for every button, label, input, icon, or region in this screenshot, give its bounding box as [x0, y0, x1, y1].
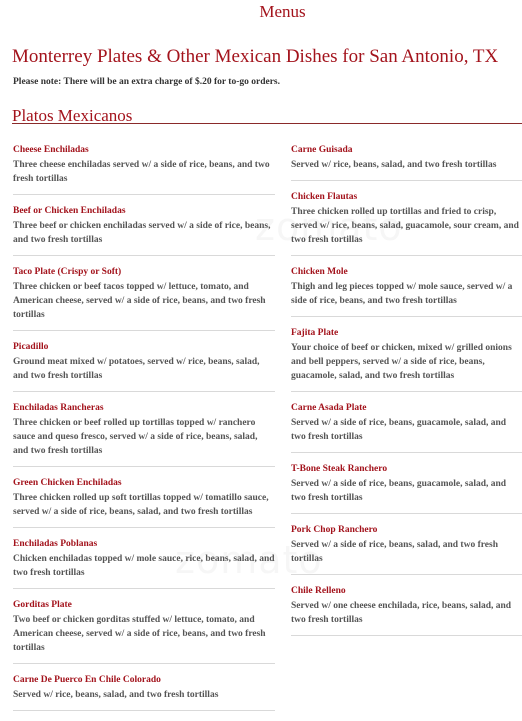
menu-item	[13, 205, 275, 256]
menu-item	[291, 327, 522, 392]
menu-item-description: Served w/ a side of rice, beans, guacamole, salad, and two fresh tortillas	[291, 479, 507, 503]
menu-column-left	[13, 144, 275, 721]
menu-item	[291, 266, 522, 317]
to-go-notice: Please note: There will be an extra charge of $.20 for to-go orders.	[13, 77, 280, 87]
menu-item-description: Served w/ a side of rice, beans, salad, and two fresh tortillas	[291, 540, 498, 564]
menu-item	[291, 402, 522, 453]
menu-item-description: Three chicken or beef tacos topped w/ lettuce, tomato, and American cheese, served w/ a side of rice, beans, and two fresh tortillas	[13, 282, 266, 320]
menu-item-description: Three beef or chicken enchiladas served w/ a side of rice, beans, and two fresh tortillas	[13, 221, 271, 245]
menu-item-name: Fajita Plate	[291, 328, 339, 338]
menu-item-description: Chicken enchiladas topped w/ mole sauce, rice, beans, salad, and two fresh tortillas	[13, 554, 275, 578]
menu-item-description: Served w/ one cheese enchilada, rice, beans, salad, and two fresh tortillas	[291, 601, 512, 625]
menu-item-name: Chicken Mole	[291, 267, 348, 277]
menu-item	[291, 144, 522, 181]
menu-item	[13, 477, 275, 528]
menu-item-name: Carne De Puerco En Chile Colorado	[13, 675, 161, 685]
menu-item	[13, 402, 275, 467]
section-divider	[12, 123, 522, 124]
menu-item	[291, 191, 522, 256]
menu-item	[291, 524, 522, 575]
menu-item-description: Three chicken rolled up soft tortillas topped w/ tomatillo sauce, served w/ a side of rice, beans, salad, and two fresh tortillas	[13, 493, 269, 517]
menu-item	[13, 266, 275, 331]
menu-item	[13, 341, 275, 392]
menu-item-description: Your choice of beef or chicken, mixed w/ grilled onions and bell peppers, served w/ a side of rice, beans, guacamole, salad, and two fresh tortillas	[291, 343, 512, 381]
menu-item-name: Enchiladas Poblanas	[13, 539, 98, 549]
menu-item	[291, 463, 522, 514]
page-title: Monterrey Plates & Other Mexican Dishes for San Antonio, TX	[12, 46, 499, 67]
menu-item-description: Two beef or chicken gorditas stuffed w/ lettuce, tomato, and American cheese, served w/ a side of rice, beans, and two fresh tortillas	[13, 615, 266, 653]
menu-item	[13, 538, 275, 589]
menu-item	[13, 144, 275, 195]
menu-item-description: Three cheese enchiladas served w/ a side of rice, beans, and two fresh tortillas	[13, 160, 270, 184]
menu-item	[13, 599, 275, 664]
menu-item-name: Chile Relleno	[291, 586, 346, 596]
menu-item	[291, 585, 522, 636]
menu-item-description: Thigh and leg pieces topped w/ mole sauce, served w/ a side of rice, beans, and two fresh tortillas	[291, 282, 513, 306]
menu-item-description: Three chicken or beef rolled up tortillas topped w/ ranchero sauce and queso fresco, served w/ a side of rice, beans, salad, and two fresh tortillas	[13, 418, 258, 456]
menu-item-name: Carne Guisada	[291, 145, 353, 155]
menu-item-description: Served w/ rice, beans, salad, and two fresh tortillas	[291, 160, 497, 170]
menu-item-description: Ground meat mixed w/ potatoes, served w/ rice, beans, salad, and two fresh tortillas	[13, 357, 260, 381]
menu-item-name: Enchiladas Rancheras	[13, 403, 104, 413]
section-title: Platos Mexicanos	[12, 106, 133, 125]
menu-column-right	[291, 144, 522, 646]
menu-item-name: Picadillo	[13, 342, 49, 352]
menu-item-name: Pork Chop Ranchero	[291, 525, 378, 535]
site-title[interactable]: Menus	[259, 2, 306, 21]
menu-item-name: Cheese Enchiladas	[13, 145, 89, 155]
menu-item-description: Three chicken rolled up tortillas and fried to crisp, served w/ rice, beans, salad, guacamole, sour cream, and two fresh tortillas	[291, 207, 519, 245]
menu-item	[13, 674, 275, 711]
menu-item-name: Taco Plate (Crispy or Soft)	[13, 267, 122, 277]
menu-item-name: Green Chicken Enchiladas	[13, 478, 122, 488]
menu-item-name: Chicken Flautas	[291, 192, 358, 202]
menu-item-name: Beef or Chicken Enchiladas	[13, 206, 126, 216]
menu-item-description: Served w/ a side of rice, beans, guacamole, salad, and two fresh tortillas	[291, 418, 507, 442]
menu-item-name: Gorditas Plate	[13, 600, 72, 610]
menu-item-description: Served w/ rice, beans, salad, and two fresh tortillas	[13, 690, 219, 700]
menu-item-name: T-Bone Steak Ranchero	[291, 464, 388, 474]
menu-item-name: Carne Asada Plate	[291, 403, 367, 413]
